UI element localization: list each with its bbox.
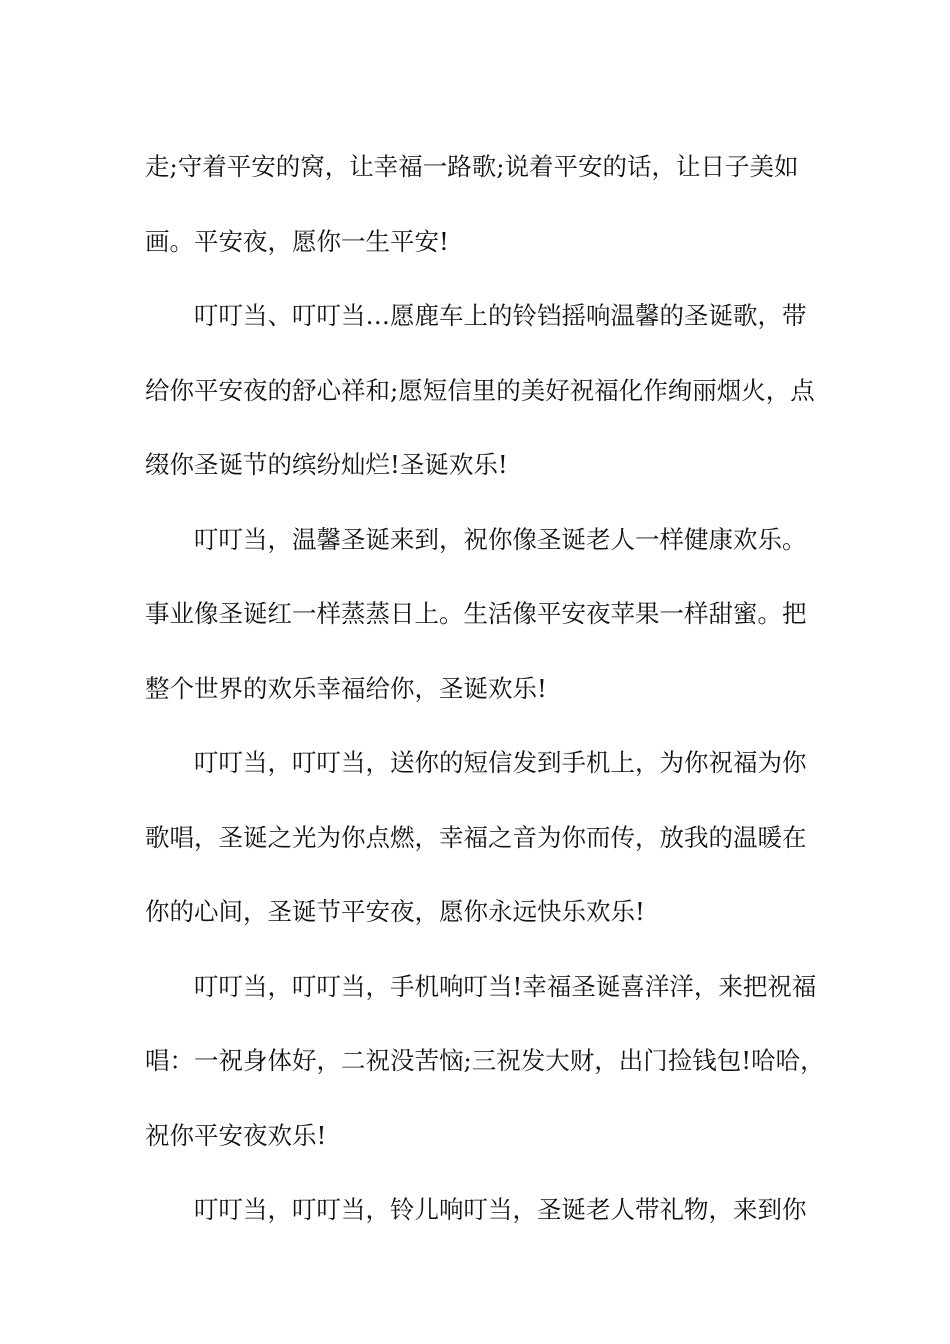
paragraph-continued [145, 130, 815, 279]
text-line: 叮叮当，叮叮当，手机响叮当!幸福圣诞喜洋洋，来把祝福 [194, 971, 817, 1001]
text-line: 给你平安夜的舒心祥和;愿短信里的美好祝福化作绚丽烟火，点 [145, 375, 815, 405]
text-line: 你的心间，圣诞节平安夜，愿你永远快乐欢乐! [145, 897, 645, 926]
text-line: 叮叮当，温馨圣诞来到，祝你像圣诞老人一样健康欢乐。 [194, 524, 807, 554]
text-line: 画。平安夜，愿你一生平安! [145, 226, 449, 256]
text-line: 叮叮当，叮叮当，送你的短信发到手机上，为你祝福为你 [194, 748, 807, 777]
paragraph [145, 950, 825, 1174]
paragraph [145, 503, 815, 727]
text-line: 缀你圣诞节的缤纷灿烂!圣诞欢乐! [145, 450, 508, 479]
text-line: 歌唱，圣诞之光为你点燃，幸福之音为你而传，放我的温暖在 [145, 822, 807, 852]
text-line: 叮叮当、叮叮当…愿鹿车上的铃铛摇响温馨的圣诞歌，带 [194, 301, 807, 330]
text-line: 事业像圣诞红一样蒸蒸日上。生活像平安夜苹果一样甜蜜。把 [145, 599, 807, 628]
paragraph [145, 1173, 815, 1248]
paragraph [145, 279, 815, 503]
body-text [145, 130, 825, 1248]
paragraph [145, 726, 815, 950]
text-line: 叮叮当，叮叮当，铃儿响叮当，圣诞老人带礼物，来到你 [194, 1195, 807, 1224]
text-line: 祝你平安夜欢乐! [145, 1120, 327, 1150]
text-line: 整个世界的欢乐幸福给你，圣诞欢乐! [145, 673, 547, 703]
text-line: 唱：一祝身体好，二祝没苦恼;三祝发大财，出门捡钱包!哈哈， [145, 1046, 825, 1075]
text-line: 走;守着平安的窝，让幸福一路歌;说着平安的话，让日子美如 [145, 152, 799, 181]
